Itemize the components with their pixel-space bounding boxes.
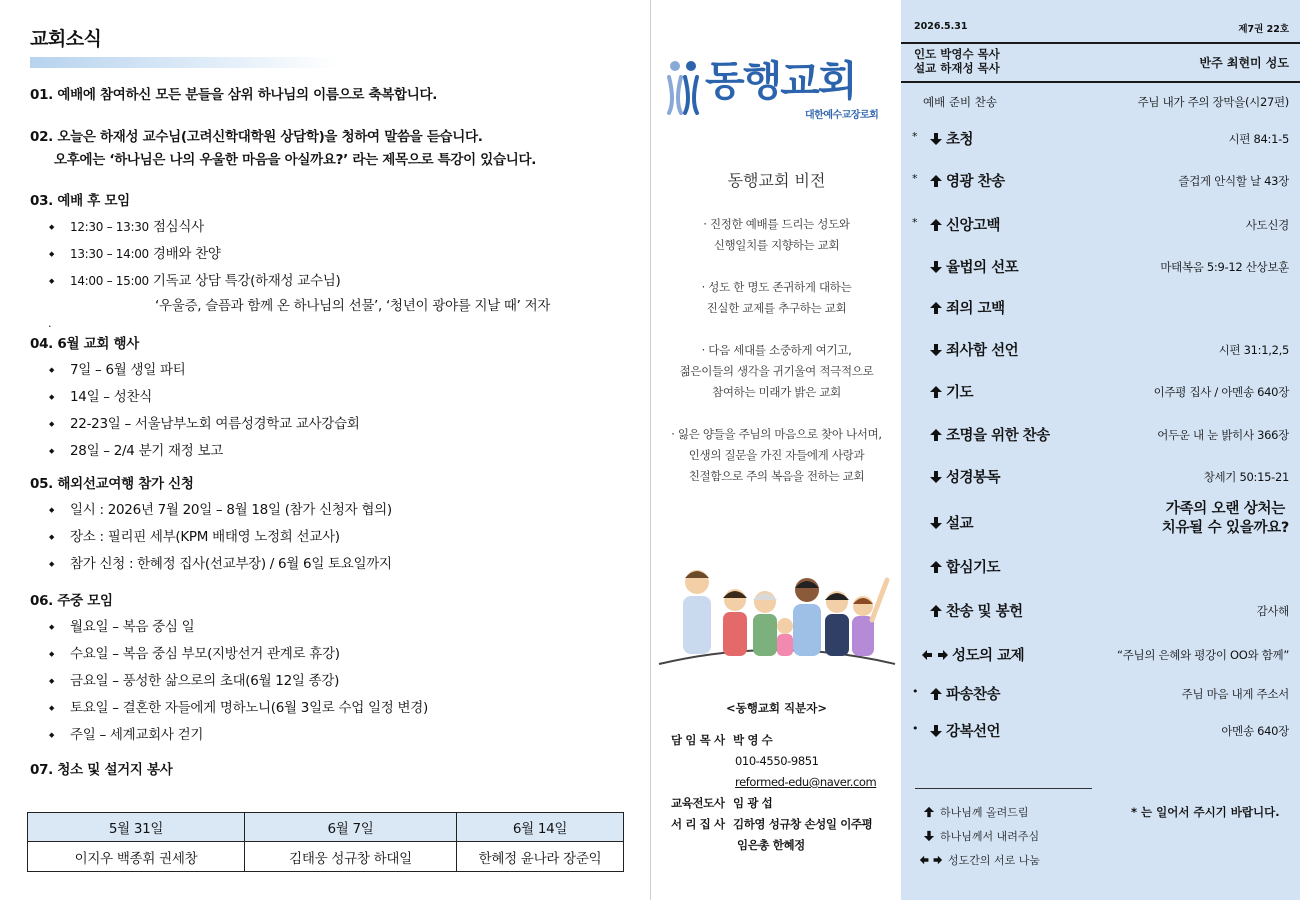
table-cell: 이지우 백종휘 권세창 — [28, 842, 245, 872]
staff-pastor: 담 임 목 사 박 영 수 — [671, 730, 772, 751]
arrow-up-icon — [929, 301, 943, 315]
staff-deacons: 서 리 집 사 김하영 성규창 손성일 이주평 — [671, 814, 872, 835]
list-item: ◆ 주일 – 세계교회사 걷기 — [30, 722, 624, 749]
news-item-5: 05. 해외선교여행 참가 신청 — [30, 476, 194, 492]
news-item-6: 06. 주중 모임 — [30, 593, 113, 609]
order-item-ref: 감사해 — [1256, 604, 1289, 618]
mission-trip-list — [30, 497, 624, 578]
title-underline-bar — [30, 57, 338, 68]
vision-item: · 진정한 예배를 드리는 성도와 신행일치를 지향하는 교회 — [703, 217, 850, 252]
arrow-down-icon — [929, 343, 943, 357]
order-item-ref: 창세기 50:15-21 — [1203, 470, 1289, 484]
accompanist: 반주 최현미 성도 — [1199, 56, 1289, 70]
bulletin-date: 2026.5.31 — [914, 21, 968, 32]
arrow-up-icon — [923, 806, 935, 818]
table-header-row — [28, 813, 624, 842]
divider — [901, 81, 1300, 83]
legend-divider — [915, 788, 1092, 789]
list-item: ◆ 28일 – 2/4 분기 재정 보고 — [30, 438, 624, 465]
list-item: ◆ 13:30 – 14:00 경배와 찬양 — [30, 241, 624, 268]
order-item-name: 신앙고백 — [929, 214, 1000, 235]
order-item-name: 합심기도 — [929, 556, 1000, 577]
order-item-name: 초청 — [929, 128, 973, 149]
order-item-ref: 사도신경 — [1245, 218, 1289, 232]
staff-evangelist: 교육전도사 임 광 섭 — [671, 793, 772, 814]
list-item: ◆ 14일 – 성찬식 — [30, 384, 624, 411]
table-cell: 한혜정 윤나라 장준익 — [457, 842, 624, 872]
pastor-email-link[interactable]: reformed-edu@naver.com — [735, 775, 877, 789]
worship-order-panel: 2026.5.31 제7권 22호 인도 박영수 목사 설교 하재성 목사 반주 최현미 성도 예배 준비 찬송 주님 내가 주의 장막을(시27편) * 초청 시편 84:1-5 * 영광 찬송 즐겁게 안식할 날 43장 * 신앙고백 사도신경 율법의 선포 마태복음 5:9-12 산상보훈 죄의 고백 죄사함 선언 시편 31:1,2,5 기도 이주평 집사 / 아멘송 640장 조명을 위한 찬송 어두운 내 눈 밝히사 366장 성경봉독 창세기 50:15-21 설교 합심기도 찬송 및 봉헌 감사해 성도의 교제 “주님의 은혜와 평강이 OO와 함께” • 파송찬송 주님 마음 내게 주소서 • 강복선언 아멘송 640장 가족의 오랜 상처는 치유될 수 있을까요? 하나님께 올려드림 하나님께서 내려주심 성도간의 서로 나눔 * 는 일어서 주시기 바랍니다. — [901, 0, 1300, 900]
arrow-down-icon — [929, 516, 943, 530]
order-item-ref: 아멘송 640장 — [1221, 724, 1289, 738]
order-item-name: 율법의 선포 — [929, 256, 1018, 277]
news-item-1: 01. 예배에 참여하신 모든 분들을 삼위 하나님의 이름으로 축복합니다. — [30, 87, 438, 103]
vision-item: · 다음 세대를 소중하게 여기고, 젊은이들의 생각을 귀기울여 적극적으로 참여하는 미래가 밝은 교회 — [679, 343, 874, 399]
list-item: ◆ 금요일 – 풍성한 삶으로의 초대(6월 12일 종강) — [30, 668, 624, 695]
stray-dot: . — [48, 317, 52, 330]
denomination-label: 대한예수교장로회 — [805, 110, 879, 121]
order-item-name: 죄의 고백 — [929, 297, 1005, 318]
church-name-logo: 동행교회 — [705, 57, 856, 105]
arrow-left-right-icon — [921, 648, 949, 662]
order-item-name: 영광 찬송 — [929, 170, 1005, 191]
prep-hymn-ref: 주님 내가 주의 장막을(시27편) — [1137, 95, 1289, 109]
vision-title: 동행교회 비전 — [727, 171, 826, 190]
order-item-ref: “주님의 은혜와 평강이 OO와 함께” — [1117, 648, 1289, 662]
order-item-ref: 즐겁게 안식할 날 43장 — [1178, 174, 1289, 188]
arrow-up-icon — [929, 687, 943, 701]
legend-item: 성도간의 서로 나눔 — [919, 852, 1040, 868]
news-title: 교회소식 — [30, 28, 102, 50]
table-header-cell: 6월 14일 — [457, 813, 624, 842]
staff-role: 서 리 집 사 — [671, 817, 725, 831]
staff-title: <동행교회 직분자> — [725, 701, 828, 715]
list-item: ◆ 월요일 – 복음 중심 일 — [30, 614, 624, 641]
news-item-2: 02. 오늘은 하재성 교수님(고려신학대학원 상담학)을 청하여 말씀을 듣습니다. — [30, 129, 483, 145]
order-item-ref: 어두운 내 눈 밝히사 366장 — [1157, 428, 1289, 442]
arrow-down-icon — [929, 470, 943, 484]
order-item-name: 찬송 및 봉헌 — [929, 600, 1023, 621]
table-header-cell: 5월 31일 — [28, 813, 245, 842]
order-item-name: 기도 — [929, 381, 973, 402]
preacher: 설교 하재성 목사 — [914, 61, 1000, 75]
service-leaders — [914, 47, 1000, 75]
stand-marker: * — [912, 172, 918, 185]
legend-item: 하나님께서 내려주심 — [923, 828, 1039, 844]
order-item-ref: 마태복음 5:9-12 산상보훈 — [1160, 260, 1289, 274]
order-item-ref: 이주평 집사 / 아멘송 640장 — [1153, 385, 1289, 399]
arrow-down-icon — [923, 830, 935, 842]
list-item: ◆ 14:00 – 15:00 기독교 상담 특강(하재성 교수님) — [30, 268, 624, 295]
arrow-left-right-icon — [919, 854, 943, 866]
order-item-name: 설교 — [929, 512, 973, 533]
divider — [901, 42, 1300, 44]
arrow-down-icon — [929, 724, 943, 738]
order-item-ref: 시편 31:1,2,5 — [1218, 343, 1289, 357]
order-item-ref: 주님 마음 내게 주소서 — [1181, 687, 1289, 701]
order-item-ref: 시편 84:1-5 — [1228, 132, 1289, 146]
list-item: ◆ 일시 : 2026년 7월 20일 – 8월 18일 (참가 신청자 협의) — [30, 497, 624, 524]
pastor-phone: 010-4550-9851 — [735, 754, 819, 768]
order-item-name: 성경봉독 — [929, 466, 1000, 487]
order-item-name: 강복선언 — [929, 720, 1000, 741]
time-range: 12:30 – 13:30 — [70, 220, 149, 234]
order-item-name: 조명을 위한 찬송 — [929, 424, 1050, 445]
news-item-4: 04. 6월 교회 행사 — [30, 336, 140, 352]
time-range: 14:00 – 15:00 — [70, 274, 149, 288]
staff-role: 담 임 목 사 — [671, 733, 725, 747]
news-item-7: 07. 청소 및 설거지 봉사 — [30, 762, 173, 778]
stand-marker: * — [912, 130, 918, 143]
order-item-name: 성도의 교제 — [921, 644, 1024, 665]
arrow-down-icon — [929, 132, 943, 146]
stand-marker: * — [912, 216, 918, 229]
order-item-name: 죄사함 선언 — [929, 339, 1018, 360]
church-logo — [663, 55, 893, 125]
time-range: 13:30 – 14:00 — [70, 247, 149, 261]
list-item: ◆ 토요일 – 결혼한 자들에게 명하노니(6월 3일로 수업 일정 변경) — [30, 695, 624, 722]
stand-marker: • — [912, 685, 919, 698]
stand-note: * 는 일어서 주시기 바랍니다. — [1131, 805, 1280, 819]
june-events-list — [30, 357, 624, 465]
weekday-meetings-list — [30, 614, 624, 749]
arrow-up-icon — [929, 604, 943, 618]
prep-hymn-label: 예배 준비 찬송 — [923, 95, 997, 109]
list-item: ◆ 7일 – 6월 생일 파티 — [30, 357, 624, 384]
arrow-down-icon — [929, 260, 943, 274]
list-item: ◆ 참가 신청 : 한혜정 집사(선교부장) / 6월 6일 토요일까지 — [30, 551, 624, 578]
arrow-up-icon — [929, 428, 943, 442]
order-item-name: 파송찬송 — [929, 683, 1000, 704]
arrow-up-icon — [929, 218, 943, 232]
after-service-list — [30, 214, 624, 295]
walking-people-logo-icon — [663, 57, 707, 117]
news-item-2-afternoon: 오후에는 ‘하나님은 나의 우울한 마음을 아실까요?’ 라는 제목으로 특강이 있습니다. — [54, 152, 537, 168]
church-info-panel — [650, 0, 901, 900]
list-item: ◆ 12:30 – 13:30 점심식사 — [30, 214, 624, 241]
list-item: ◆ 수요일 – 복음 중심 부모(지방선거 관계로 휴강) — [30, 641, 624, 668]
list-item: ◆ 22-23일 – 서울남부노회 여름성경학교 교사강습회 — [30, 411, 624, 438]
speaker-books: ‘우울증, 슬픔과 함께 온 하나님의 선물’, ‘청년이 광야를 지날 때’ 저자 — [155, 298, 551, 314]
stand-marker: • — [912, 722, 919, 735]
vision-item: · 잃은 양들을 주님의 마음으로 찾아 나서며, 인생의 질문을 가진 자들에게 사랑과 친절함으로 주의 복음을 전하는 교회 — [671, 427, 882, 483]
arrow-up-icon — [929, 385, 943, 399]
vision-item: · 성도 한 명도 존귀하게 대하는 진실한 교제를 추구하는 교회 — [701, 280, 852, 315]
staff-role: 교육전도사 — [671, 796, 725, 810]
table-row — [28, 842, 624, 872]
legend-item: 하나님께 올려드림 — [923, 804, 1029, 820]
news-item-3: 03. 예배 후 모임 — [30, 193, 130, 209]
table-cell: 김태웅 성규창 하대일 — [245, 842, 457, 872]
family-illustration — [657, 560, 897, 670]
staff-deacons-cont: 임은총 한혜정 — [737, 838, 805, 852]
arrow-up-icon — [929, 174, 943, 188]
table-header-cell: 6월 7일 — [245, 813, 457, 842]
list-item: ◆ 장소 : 필리핀 세부(KPM 배태영 노정희 선교사) — [30, 524, 624, 551]
cleaning-schedule-table — [27, 812, 624, 872]
bulletin-volume: 제7권 22호 — [1238, 24, 1289, 35]
arrow-up-icon — [929, 560, 943, 574]
leader: 인도 박영수 목사 — [914, 47, 1000, 61]
